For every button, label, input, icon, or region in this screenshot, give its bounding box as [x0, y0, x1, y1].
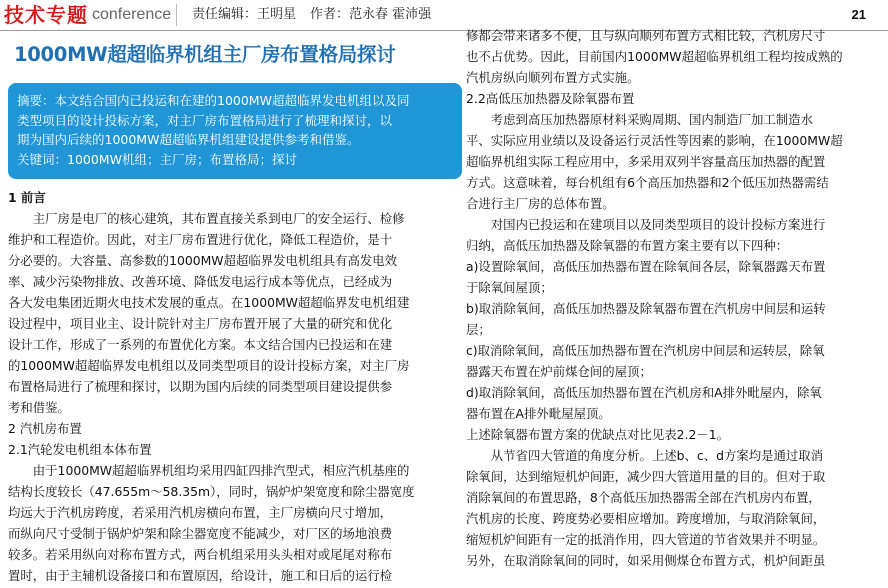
- body-line: 对国内已投运和在建项目以及同类型项目的设计投标方案进行: [466, 217, 826, 232]
- body-line: 布置格局进行了梳理和探讨，以期为国内后续的同类型项目建设提供参: [8, 379, 393, 394]
- body-line: 设过程中，项目业主、设计院针对主厂房布置开展了大量的研究和优化: [8, 316, 393, 331]
- subsection-heading: 2.1汽轮发电机组本体布置: [8, 442, 152, 457]
- section-brand: 技术专题: [4, 3, 88, 27]
- body-line: 修都会带来诸多不便，且与纵向顺列布置方式相比较，汽机房尺寸: [466, 28, 826, 43]
- body-line: 结构长度较长（47.655m～58.35m），同时，锅炉炉架宽度和除尘器宽度: [8, 484, 415, 499]
- body-line: 汽机房的长度、跨度势必要相应增加。跨度增加，与取消除氧间，: [466, 511, 826, 526]
- page-number: 21: [851, 7, 866, 22]
- abstract-box: [8, 83, 462, 179]
- body-line: 较多。若采用纵向对称布置方式，两台机组采用头头相对或尾尾对称布: [8, 547, 393, 562]
- body-line: 汽机房纵向顺列布置方式实施。: [466, 70, 640, 85]
- body-line: 归纳，高低压加热器及除氧器的布置方案主要有以下四种：: [466, 238, 789, 253]
- body-line: 分必要的。大容量、高参数的1000MW超超临界发电机组具有高发电效: [8, 253, 398, 268]
- body-line: 除氧间，达到缩短机炉间距，减少四大管道用量的目的。但对于取: [466, 469, 826, 484]
- section-heading: 2 汽机房布置: [8, 421, 82, 436]
- list-item: b)取消除氧间，高低压加热器及除氧器布置在汽机房中间层和运转: [466, 301, 826, 316]
- list-item: a)设置除氧间，高低压加热器布置在除氧间各层，除氧器露天布置: [466, 259, 826, 274]
- list-item: c)取消除氧间，高低压加热器布置在汽机房中间层和运转层，除氧: [466, 343, 825, 358]
- list-item: d)取消除氧间，高低压加热器布置在汽机房和A排外毗屋内，除氧: [466, 385, 822, 400]
- body-line: 而纵向尺寸受制于锅炉炉架和除尘器宽度不能减少，对厂区的场地浪费: [8, 526, 393, 541]
- section-heading: 1 前言: [8, 190, 46, 205]
- abstract-line: 类型项目的设计投标方案，对主厂房布置格局进行了梳理和探讨，以: [17, 112, 393, 128]
- list-item: 层；: [466, 322, 491, 337]
- body-line: 方式。这意味着，每台机组有6个高压加热器和2个低压加热器需结: [466, 175, 829, 190]
- body-line: 的1000MW超超临界发电机组以及同类型项目的设计投标方案，对主厂房: [8, 358, 410, 373]
- body-line: 也不占优势。因此，目前国内1000MW超超临界机组工程均按成熟的: [466, 49, 843, 64]
- article-title: 1000MW超超临界机组主厂房布置格局探讨: [14, 43, 396, 66]
- body-line: 主厂房是电厂的核心建筑，其布置直接关系到电厂的安全运行、检修: [8, 211, 405, 226]
- body-line: 上述除氧器布置方案的优缺点对比见表2.2－1。: [466, 427, 730, 442]
- list-item: 器布置在A排外毗屋屋顶。: [466, 406, 611, 421]
- abstract-line: 期为国内后续的1000MW超超临界机组建设提供参考和借鉴。: [17, 132, 360, 147]
- abstract-line: 摘要：本文结合国内已投运和在建的1000MW超超临界发电机组以及同: [17, 93, 410, 108]
- subsection-heading: 2.2高低压加热器及除氧器布置: [466, 91, 635, 106]
- body-line: 各大发电集团近期火电技术发展的重点。在1000MW超超临界发电机组建: [8, 295, 410, 310]
- body-line: 由于1000MW超超临界机组均采用四缸四排汽型式，相应汽机基座的: [8, 463, 410, 478]
- keywords-line: 关键词：1000MW机组；主厂房；布置格局；探讨: [17, 151, 297, 167]
- author-credit: 作者：范永春 霍沛强: [310, 7, 432, 22]
- list-item: 于除氧间屋顶；: [466, 280, 553, 295]
- body-line: 设计工作，形成了一系列的布置优化方案。本文结合国内已投运和在建: [8, 337, 393, 352]
- body-line: 平、实际应用业绩以及设备运行灵活性等因素的影响，在1000MW超: [466, 133, 843, 148]
- body-line: 另外，在取消除氧间的同时，如采用侧煤仓布置方式，机炉间距虽: [466, 553, 826, 568]
- body-line: 维护和工程造价。因此，对主厂房布置进行优化，降低工程造价，是十: [8, 232, 393, 247]
- editor-credit: 责任编辑：王明星: [192, 7, 297, 22]
- body-line: 考和借鉴。: [8, 400, 70, 415]
- body-line: 消除氧间的布置思路，8个高低压加热器需全部在汽机房内布置，: [466, 490, 821, 505]
- body-line: 从节省四大管道的角度分析。上述b、c、d方案均是通过取消: [466, 448, 824, 463]
- body-line: 考虑到高压加热器原材料采购周期、国内制造厂加工制造水: [466, 112, 813, 127]
- right-column: [466, 25, 882, 571]
- body-line: 率、减少污染物排放、改善环境、降低发电运行成本等优点，已经成为: [8, 274, 393, 289]
- list-item: 器露天布置在炉前煤仓间的屋顶；: [466, 364, 652, 379]
- body-line: 均远大于汽机房跨度，若采用汽机房横向布置，主厂房横向尺寸增加，: [8, 505, 393, 520]
- body-line: 超临界机组实际工程应用中，多采用双列半容量高压加热器的配置: [466, 154, 826, 169]
- body-line: 置时，由于主辅机设备接口和布置原因，给设计，施工和日后的运行检: [8, 568, 393, 583]
- body-line: 合进行主厂房的总体布置。: [466, 196, 615, 211]
- header-divider: [176, 4, 177, 26]
- left-column: [8, 187, 448, 586]
- conference-label: conference: [92, 6, 172, 23]
- body-line: 缩短机炉间距有一定的抵消作用，四大管道的节省效果并不明显。: [466, 532, 826, 547]
